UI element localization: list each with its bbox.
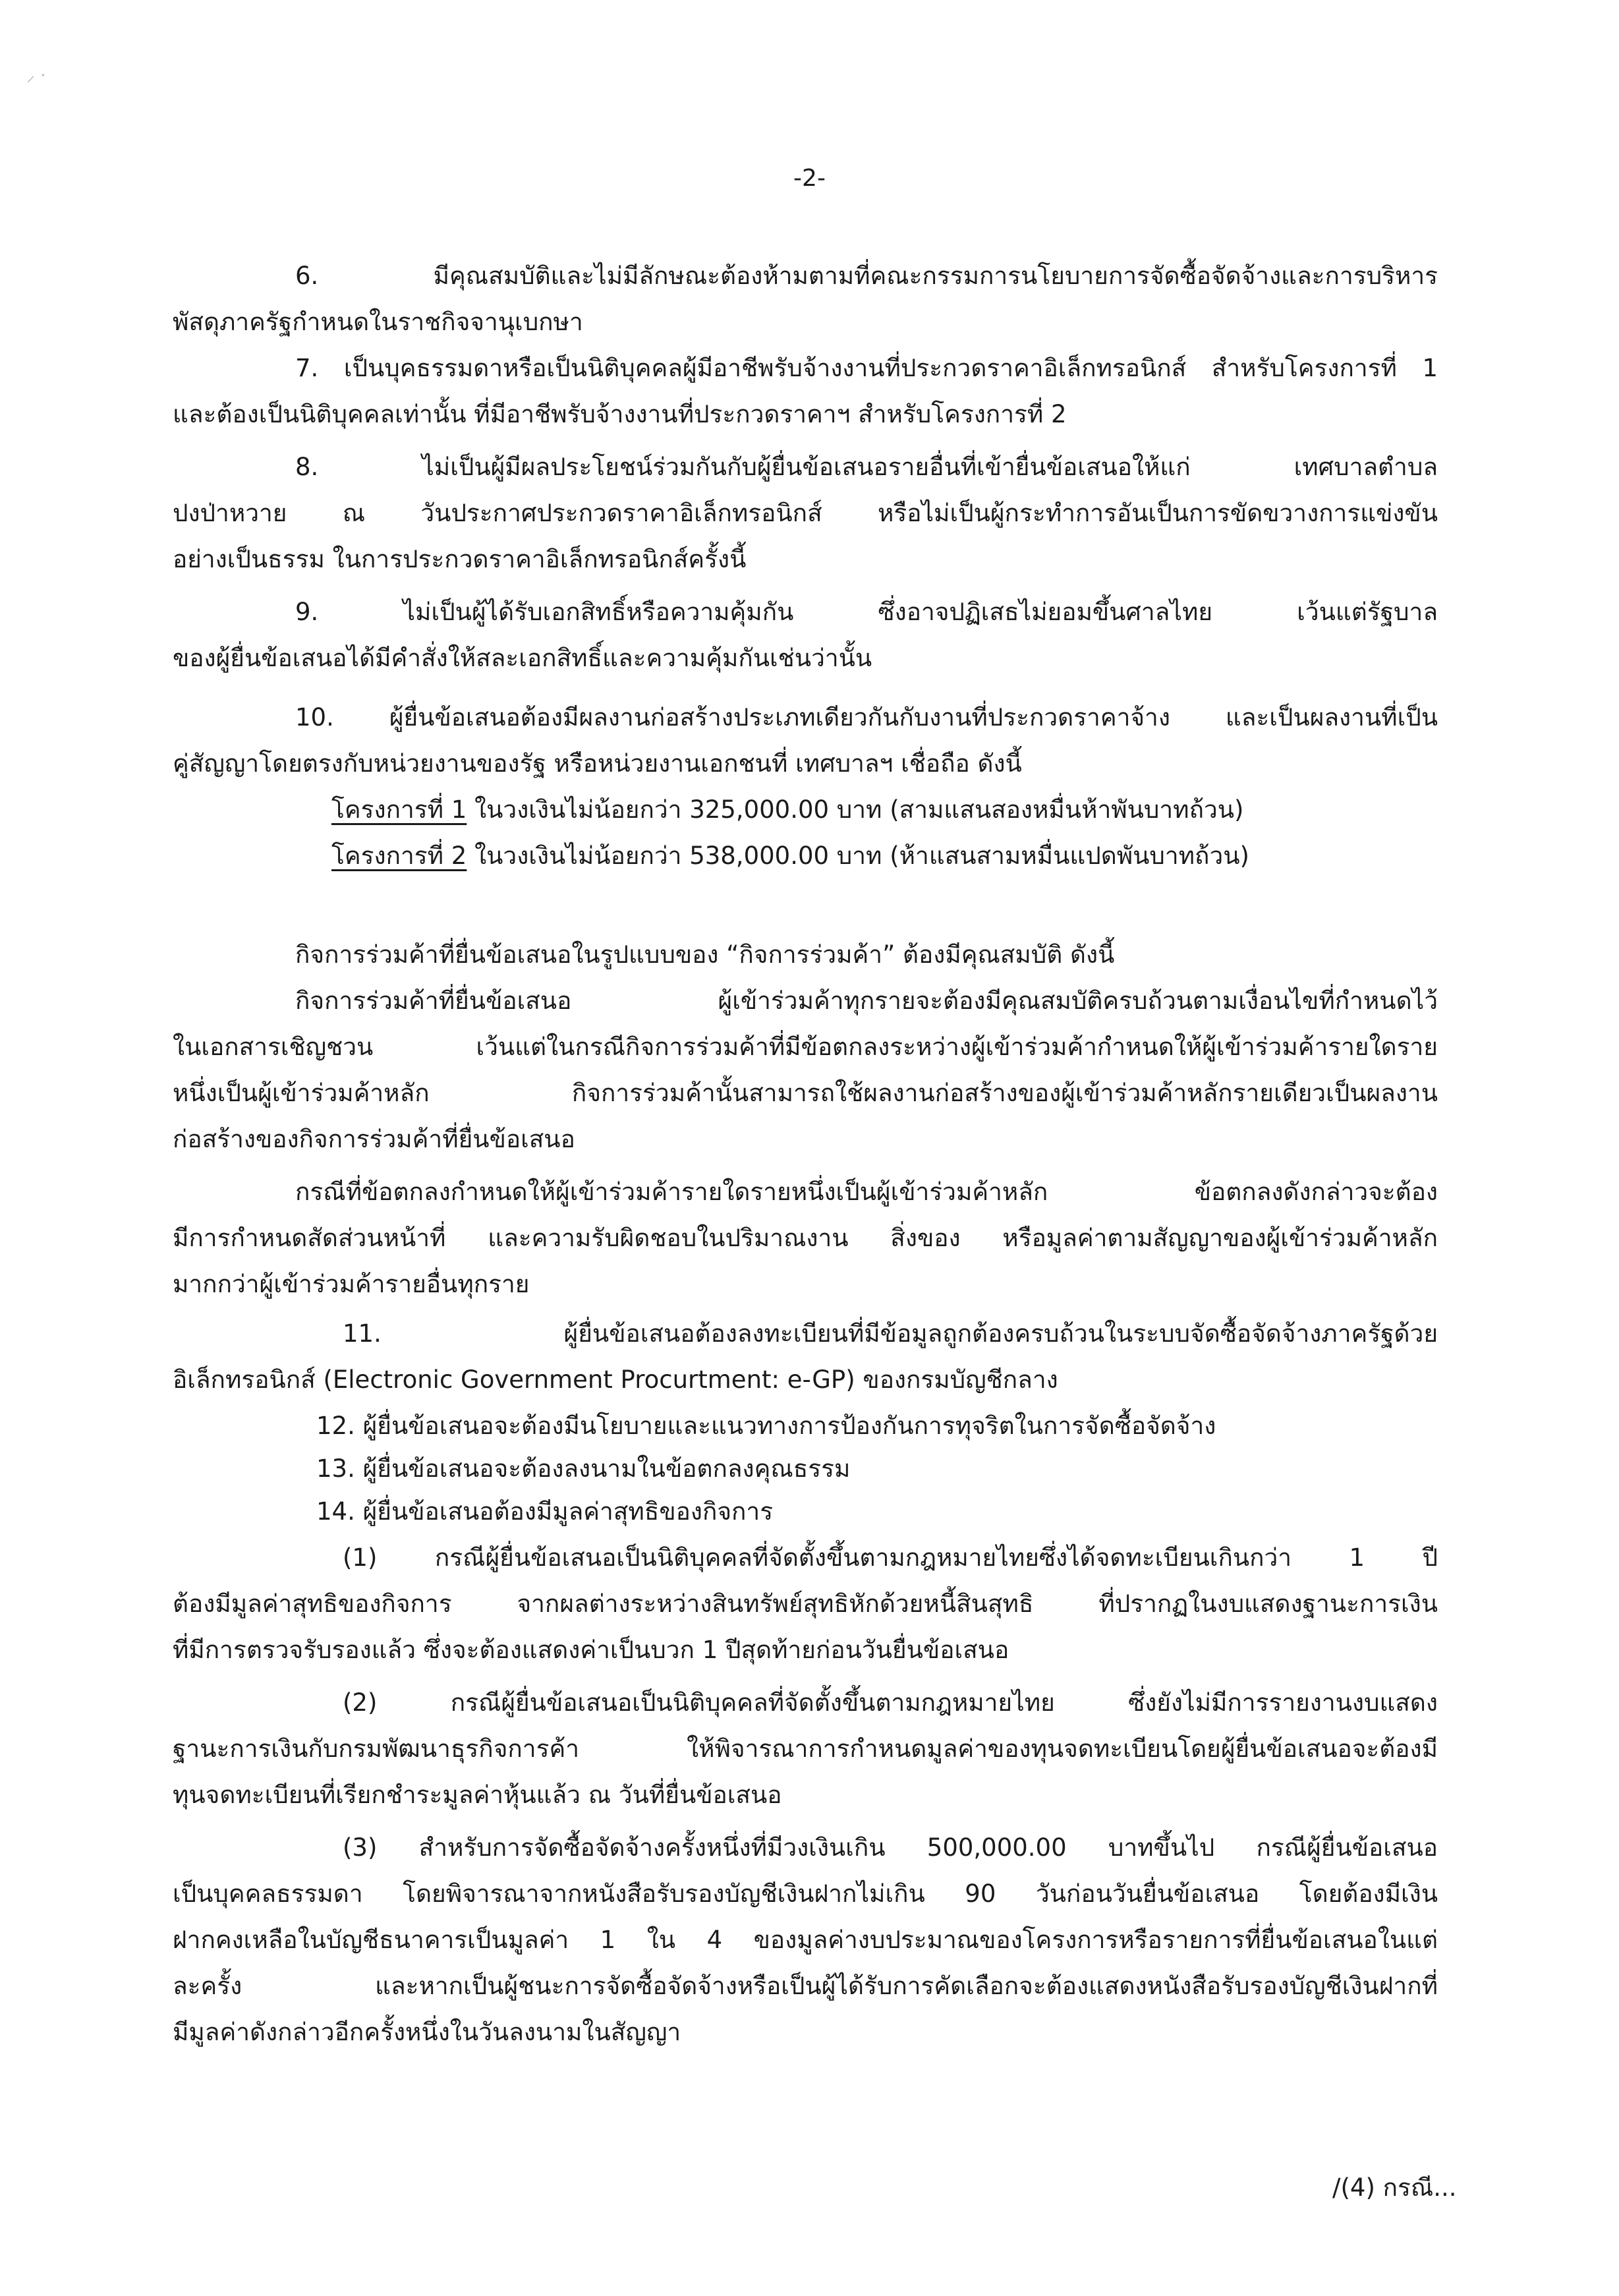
project-label: โครงการที่ 2 <box>331 842 467 870</box>
scan-artifact: ⸝ · <box>26 66 46 86</box>
text-line: (1) กรณีผู้ยื่นข้อเสนอเป็นนิติบุคคลที่จัดตั้งขึ้นตามกฎหมายไทยซึ่งได้จดทะเบียนเกินกว่า 1 ปี <box>343 1543 1438 1572</box>
text-line: อิเล็กทรอนิกส์ (Electronic Government Procurtment: e-GP) ของกรมบัญชีกลาง <box>173 1365 1058 1394</box>
text-line: 13. ผู้ยื่นข้อเสนอจะต้องลงนามในข้อตกลงคุณธรรม <box>316 1454 851 1483</box>
project-amount: ในวงเงินไม่น้อยกว่า 325,000.00 บาท (สามแสนสองหมื่นห้าพันบาทถ้วน) <box>467 795 1244 824</box>
project-amount: ในวงเงินไม่น้อยกว่า 538,000.00 บาท (ห้าแสนสามหมื่นแปดพันบาทถ้วน) <box>467 842 1249 870</box>
project-label: โครงการที่ 1 <box>331 795 467 824</box>
text-line: กิจการร่วมค้าที่ยื่นข้อเสนอ ผู้เข้าร่วมค้าทุกรายจะต้องมีคุณสมบัติครบถ้วนตามเงื่อนไขที่กำหนดไว้ <box>295 987 1438 1015</box>
text-line: เป็นบุคคลธรรมดา โดยพิจารณาจากหนังสือรับรองบัญชีเงินฝากไม่เกิน 90 วันก่อนวันยื่นข้อเสนอ โดยต้องมีเงิน <box>173 1880 1438 1908</box>
text-line: ที่มีการตรวจรับรองแล้ว ซึ่งจะต้องแสดงค่าเป็นบวก 1 ปีสุดท้ายก่อนวันยื่นข้อเสนอ <box>173 1636 1009 1664</box>
text-line: ก่อสร้างของกิจการร่วมค้าที่ยื่นข้อเสนอ <box>173 1125 575 1153</box>
text-line: (2) กรณีผู้ยื่นข้อเสนอเป็นนิติบุคคลที่จัดตั้งขึ้นตามกฎหมายไทย ซึ่งยังไม่มีการรายงานงบแสดง <box>343 1688 1438 1717</box>
text-line: ละครั้ง และหากเป็นผู้ชนะการจัดซื้อจัดจ้างหรือเป็นผู้ได้รับการคัดเลือกจะต้องแสดงหนังสือรับรองบัญชีเงินฝากที่ <box>173 1972 1438 2000</box>
text-line: 8. ไม่เป็นผู้มีผลประโยชน์ร่วมกันกับผู้ยื่นข้อเสนอรายอื่นที่เข้ายื่นข้อเสนอให้แก่ เทศบาลตำบล <box>295 453 1438 481</box>
text-line: และต้องเป็นนิติบุคคลเท่านั้น ที่มีอาชีพรับจ้างงานที่ประกวดราคาฯ สำหรับโครงการที่ 2 <box>173 400 1067 428</box>
page-number: -2- <box>793 165 826 192</box>
text-line: ต้องมีมูลค่าสุทธิของกิจการ จากผลต่างระหว่างสินทรัพย์สุทธิหักด้วยหนี้สินสุทธิ ที่ปรากฏในงบแสดงฐานะการเงิน <box>173 1590 1438 1618</box>
text-line: มีมูลค่าดังกล่าวอีกครั้งหนึ่งในวันลงนามในสัญญา <box>173 2018 681 2046</box>
project-line <box>331 837 1249 875</box>
text-line: กรณีที่ข้อตกลงกำหนดให้ผู้เข้าร่วมค้ารายใดรายหนึ่งเป็นผู้เข้าร่วมค้าหลัก ข้อตกลงดังกล่าวจะต้อง <box>295 1178 1438 1206</box>
text-line: อย่างเป็นธรรม ในการประกวดราคาอิเล็กทรอนิกส์ครั้งนี้ <box>173 545 747 573</box>
text-line: กิจการร่วมค้าที่ยื่นข้อเสนอในรูปแบบของ “กิจการร่วมค้า” ต้องมีคุณสมบัติ ดังนี้ <box>295 940 1115 969</box>
text-line: ปงป่าหวาย ณ วันประกาศประกวดราคาอิเล็กทรอนิกส์ หรือไม่เป็นผู้กระทำการอันเป็นการขัดขวางการแข่งขัน <box>173 499 1438 527</box>
text-line: หนึ่งเป็นผู้เข้าร่วมค้าหลัก กิจการร่วมค้านั้นสามารถใช้ผลงานก่อสร้างของผู้เข้าร่วมค้าหลักรายเดียวเป็นผลงาน <box>173 1079 1438 1107</box>
text-line: พัสดุภาครัฐกำหนดในราชกิจจานุเบกษา <box>173 308 583 336</box>
text-line: มีการกำหนดสัดส่วนหน้าที่ และความรับผิดชอบในปริมาณงาน สิ่งของ หรือมูลค่าตามสัญญาของผู้เข้าร่วมค้าหลัก <box>173 1224 1438 1252</box>
text-line: ของผู้ยื่นข้อเสนอได้มีคำสั่งให้สละเอกสิทธิ์และความคุ้มกันเช่นว่านั้น <box>173 644 872 672</box>
text-line: ฐานะการเงินกับกรมพัฒนาธุรกิจการค้า ให้พิจารณาการกำหนดมูลค่าของทุนจดทะเบียนโดยผู้ยื่นข้อเสนอจะต้องมี <box>173 1735 1438 1763</box>
text-line: คู่สัญญาโดยตรงกับหน่วยงานของรัฐ หรือหน่วยงานเอกชนที่ เทศบาลฯ เชื่อถือ ดังนี้ <box>173 749 1022 778</box>
text-line: 9. ไม่เป็นผู้ได้รับเอกสิทธิ์หรือความคุ้มกัน ซึ่งอาจปฏิเสธไม่ยอมขึ้นศาลไทย เว้นแต่รัฐบาล <box>295 598 1438 626</box>
text-line: 10. ผู้ยื่นข้อเสนอต้องมีผลงานก่อสร้างประเภทเดียวกันกับงานที่ประกวดราคาจ้าง และเป็นผลงานที่เป็น <box>295 703 1438 732</box>
text-line: 6. มีคุณสมบัติและไม่มีลักษณะต้องห้ามตามที่คณะกรรมการนโยบายการจัดซื้อจัดจ้างและการบริหาร <box>295 262 1438 290</box>
project-line <box>331 791 1243 829</box>
text-line: 14. ผู้ยื่นข้อเสนอต้องมีมูลค่าสุทธิของกิจการ <box>316 1497 774 1526</box>
text-line: ฝากคงเหลือในบัญชีธนาคารเป็นมูลค่า 1 ใน 4 ของมูลค่างบประมาณของโครงการหรือรายการที่ยื่นข้อเสนอในแต่ <box>173 1926 1438 1954</box>
continuation-footer: /(4) กรณี... <box>1332 2173 1457 2202</box>
text-line: (3) สำหรับการจัดซื้อจัดจ้างครั้งหนึ่งที่มีวงเงินเกิน 500,000.00 บาทขึ้นไป กรณีผู้ยื่นข้อเสนอ <box>343 1833 1438 1862</box>
text-line: ในเอกสารเชิญชวน เว้นแต่ในกรณีกิจการร่วมค้าที่มีข้อตกลงระหว่างผู้เข้าร่วมค้ากำหนดให้ผู้เข้าร่วมค้ารายใดราย <box>173 1033 1438 1061</box>
text-line: มากกว่าผู้เข้าร่วมค้ารายอื่นทุกราย <box>173 1270 530 1298</box>
text-line: 7. เป็นบุคธรรมดาหรือเป็นนิติบุคคลผู้มีอาชีพรับจ้างงานที่ประกวดราคาอิเล็กทรอนิกส์ สำหรับโครงการที่ 1 <box>295 354 1438 382</box>
text-line: ทุนจดทะเบียนที่เรียกชำระมูลค่าหุ้นแล้ว ณ วันที่ยื่นข้อเสนอ <box>173 1781 782 1809</box>
text-line: 11. ผู้ยื่นข้อเสนอต้องลงทะเบียนที่มีข้อมูลถูกต้องครบถ้วนในระบบจัดซื้อจัดจ้างภาครัฐด้วย <box>343 1319 1438 1348</box>
text-line: 12. ผู้ยื่นข้อเสนอจะต้องมีนโยบายและแนวทางการป้องกันการทุจริตในการจัดซื้อจัดจ้าง <box>316 1412 1216 1440</box>
